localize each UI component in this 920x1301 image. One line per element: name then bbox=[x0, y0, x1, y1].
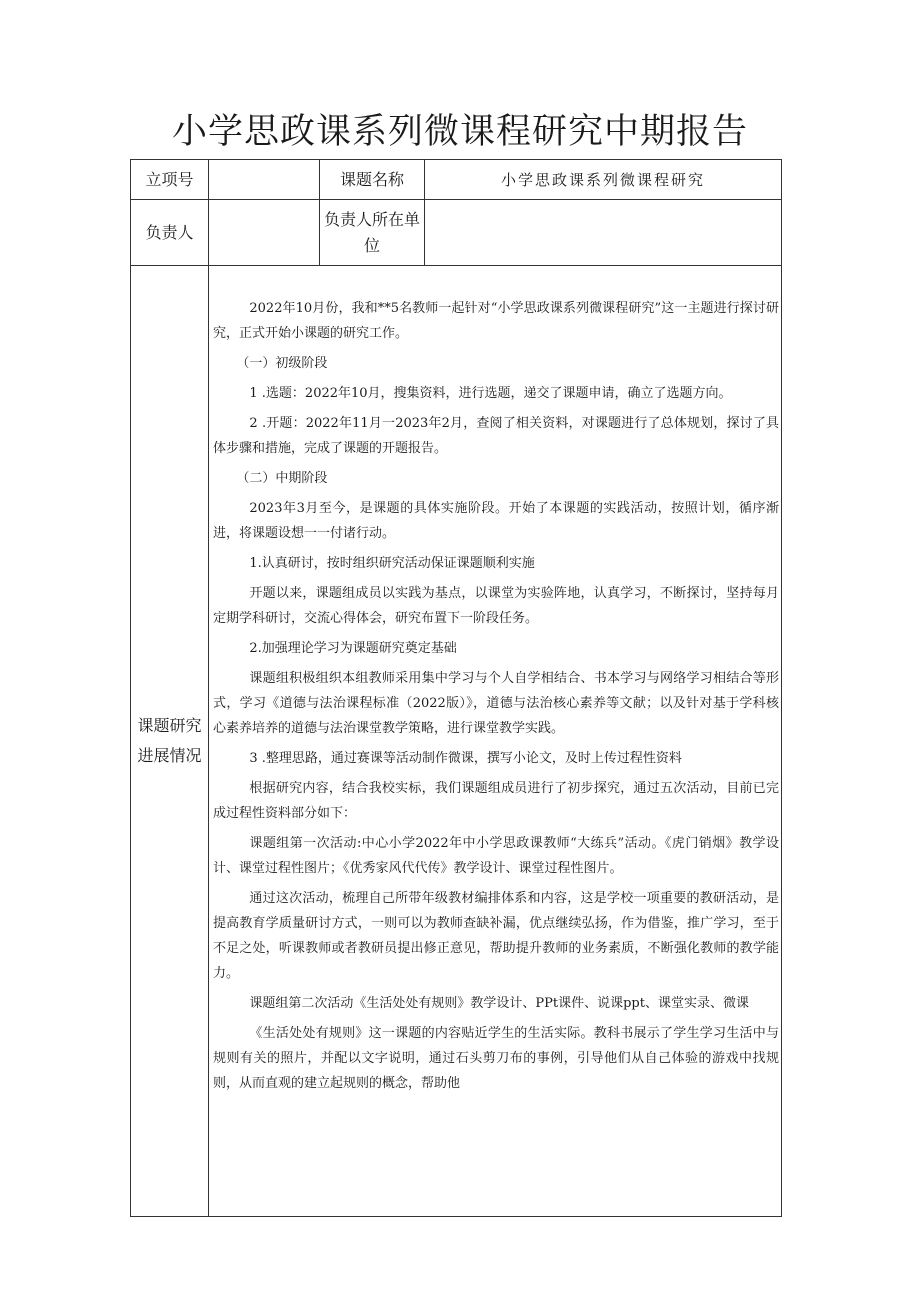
paragraph: 课题组积极组织本组教师采用集中学习与个人自学相结合、书本学习与网络学习相结合等形式，学习《道德与法治课程标准（2022版）》，道德与法治核心素养等文献；以及针对基于学科核心素养培养的道德与法治课堂教学策略，进行课堂教学实践。 bbox=[213, 671, 779, 736]
subheading: 2.加强理论学习为课题研究奠定基础 bbox=[249, 641, 457, 656]
paragraph: 《生活处处有规则》这一课题的内容贴近学生的生活实际。教科书展示了学生学习生活中与规则有关的照片，并配以文字说明，通过石头剪刀布的事例，引导他们从自己体验的游戏中找规则，从而直观的建立起规则的概念，帮助他 bbox=[213, 1026, 779, 1091]
project-no-value bbox=[209, 160, 320, 200]
row-project bbox=[131, 160, 782, 200]
paragraph: 2 .开题：2022年11月一2023年2月，查阅了相关资料，对课题进行了总体规划，探讨了具体步骤和措施，完成了课题的开题报告。 bbox=[213, 416, 779, 456]
subheading: 1.认真研讨，按时组织研究活动保证课题顺利实施 bbox=[249, 556, 535, 571]
leader-label: 负责人 bbox=[131, 200, 209, 266]
row-progress bbox=[131, 266, 782, 1217]
section-heading: （一）初级阶段 bbox=[236, 356, 328, 371]
paragraph: 2023年3月至今，是课题的具体实施阶段。开始了本课题的实践活动，按照计划，循序渐进，将课题设想一一付诸行动。 bbox=[213, 501, 779, 541]
paragraph: 课题组第二次活动《生活处处有规则》教学设计、PPt课件、说课ppt、课堂实录、微课 bbox=[249, 996, 749, 1011]
leader-value bbox=[209, 200, 320, 266]
paragraph: 根据研究内容，结合我校实标，我们课题组成员进行了初步探究，通过五次活动，目前已完成过程性资料部分如下： bbox=[213, 781, 779, 821]
paragraph: 2022年10月份，我和**5名教师一起针对“小学思政课系列微课程研究”这一主题进行探讨研究，正式开始小课题的研究工作。 bbox=[213, 301, 779, 341]
page-title: 小学思政课系列微课程研究中期报告 bbox=[171, 112, 748, 152]
subheading: 3 .整理思路，通过赛课等活动制作微课，撰写小论文，及时上传过程性资料 bbox=[249, 751, 682, 766]
paragraph: 通过这次活动，梳理自己所带年级教材编排体系和内容，这是学校一项重要的教研活动，是提高教育学质量研讨方式，一则可以为教师查缺补漏，优点继续弘扬，作为借鉴，推广学习，至于不足之处，听课教师或者教研员提出修正意见，帮助提升教师的业务素质，不断强化教师的教学能力。 bbox=[213, 891, 779, 981]
report-table bbox=[130, 159, 782, 1217]
paragraph: 课题组第一次活动:中心小学2022年中小学思政课教师“大练兵”活动。《虎门销烟》教学设计、课堂过程性图片；《优秀家风代代传》教学设计、课堂过程性图片。 bbox=[213, 836, 779, 876]
progress-content bbox=[209, 266, 782, 1217]
project-no-label: 立项号 bbox=[131, 160, 209, 200]
paragraph: 1 .选题：2022年10月，搜集资料，进行选题，递交了课题申请，确立了选题方向。 bbox=[249, 386, 732, 401]
topic-name-label: 课题名称 bbox=[320, 160, 425, 200]
leader-unit-value bbox=[425, 200, 782, 266]
paragraph: 开题以来，课题组成员以实践为基点，以课堂为实验阵地，认真学习，不断探讨，坚持每月定期学科研讨，交流心得体会，研究布置下一阶段任务。 bbox=[213, 586, 779, 626]
section-heading: （二）中期阶段 bbox=[236, 471, 328, 486]
progress-label: 课题研究进展情况 bbox=[131, 266, 209, 1217]
leader-unit-label: 负责人所在单位 bbox=[320, 200, 425, 266]
topic-name-value: 小学思政课系列微课程研究 bbox=[425, 160, 782, 200]
row-leader bbox=[131, 200, 782, 266]
